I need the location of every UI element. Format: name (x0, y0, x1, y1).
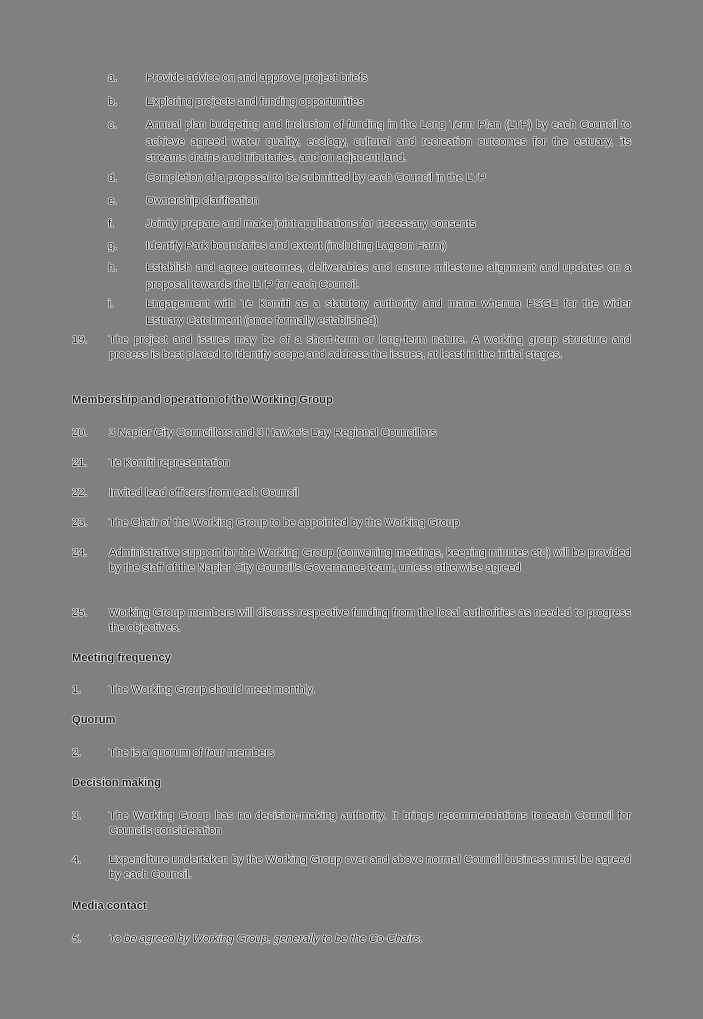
list-text: Provide advice on and approve project briefs (146, 72, 368, 84)
item-text: The project and issues may be of a short-term or long-term nature. A working group structure and process is best placed to identify scope and address the issues, at least in the initial stages. (109, 334, 631, 361)
item-number: 23. (72, 517, 88, 529)
numbered-item-3 (72, 809, 631, 839)
item-text: The Chair of the Working Group to be appointed by the Working Group (109, 517, 460, 529)
item-text: Expenditure undertaken by the Working Group over and above normal Council business must be agreed by each Council. (109, 854, 631, 881)
numbered-item-23 (72, 516, 631, 531)
list-label: g. (108, 240, 118, 252)
list-label: i. (108, 298, 114, 310)
item-number: 24. (72, 547, 88, 559)
item-text: The Working Group has no decision-making authority. It brings recommendations to each Council for Councils consideration (109, 810, 631, 837)
list-label: a. (108, 72, 118, 84)
list-label: f. (108, 218, 115, 230)
item-text: The Working Group should meet monthly. (109, 684, 316, 696)
list-text: Establish and agree outcomes, deliverables and ensure milestone alignment and updates on a proposal towards the LTP for each Council. (146, 262, 631, 291)
section-heading-membership: Membership and operation of the Working Group (72, 394, 333, 406)
item-text: Working Group members will discuss respective funding from the local authorities as needed to progress the objectives. (109, 607, 631, 634)
list-item-e (72, 193, 631, 210)
list-item-a (72, 70, 631, 87)
section-heading-decision-making: Decision making (72, 777, 161, 789)
item-number: 21. (72, 457, 88, 469)
list-item-i (72, 296, 631, 329)
list-label: h. (108, 262, 118, 274)
section-heading-quorum: Quorum (72, 714, 116, 726)
item-number: 19. (72, 334, 88, 346)
numbered-item-25 (72, 606, 631, 636)
item-number: 1. (72, 684, 82, 696)
list-label: b. (108, 96, 118, 108)
item-number: 22. (72, 487, 88, 499)
list-item-h (72, 260, 631, 293)
list-item-f (72, 216, 631, 233)
item-text: Administrative support for the Working Group (convening meetings, keeping minutes etc) will be provided by the staff of the Napier City Council's Governance team, unless otherwise agreed (109, 547, 631, 574)
list-text: Completion of a proposal to be submitted by each Council in the LTP (146, 172, 486, 184)
numbered-item-20 (72, 426, 631, 441)
list-label: e. (108, 195, 118, 207)
numbered-item-21 (72, 456, 631, 471)
list-label: c. (108, 119, 117, 131)
numbered-item-19 (72, 333, 631, 363)
numbered-item-2 (72, 746, 631, 761)
item-number: 2. (72, 747, 82, 759)
item-text: The is a quorum of four members (109, 747, 275, 759)
list-text: Exploring projects and funding opportunities (146, 96, 364, 108)
item-text: To be agreed by Working Group, generally to be the Co-Chairs. (109, 933, 423, 945)
list-item-c (72, 117, 631, 167)
list-item-g (72, 238, 631, 255)
item-number: 3. (72, 810, 82, 822)
list-text: Annual plan budgeting and inclusion of funding in the Long Term Plan (LTP) by each Council to achieve agreed water quality, ecology, cultural and recreation outcomes for the estuary, its streams drains and tributaries, and on adjacent land. (146, 119, 631, 164)
list-text: Ownership clarification (146, 195, 259, 207)
item-number: 20. (72, 427, 88, 439)
item-number: 4. (72, 854, 82, 866)
item-text: 3 Napier City Councillors and 3 Hawke's Bay Regional Councillors (109, 427, 437, 439)
numbered-item-4 (72, 853, 631, 883)
numbered-item-5 (72, 932, 631, 947)
numbered-item-24 (72, 546, 631, 576)
item-number: 5. (72, 933, 82, 945)
list-text: Identify Park boundaries and extent (including Lagoon Farm) (146, 240, 447, 252)
list-item-b (72, 94, 631, 111)
list-text: Engagement with Te Komiti as a statutory authority and mana whenua PSGE for the wider Estuary Catchment (once formally established) (146, 298, 631, 327)
list-item-d (72, 170, 631, 187)
item-number: 25. (72, 607, 88, 619)
section-heading-meeting-frequency: Meeting frequency (72, 652, 171, 664)
item-text: Invited lead officers from each Council (109, 487, 299, 499)
list-label: d. (108, 172, 118, 184)
numbered-item-22 (72, 486, 631, 501)
section-heading-media-contact: Media contact (72, 900, 147, 912)
item-text: Te Komiti representation (109, 457, 230, 469)
numbered-item-1 (72, 683, 631, 698)
list-text: Jointly prepare and make joint applications for necessary consents (146, 218, 476, 230)
